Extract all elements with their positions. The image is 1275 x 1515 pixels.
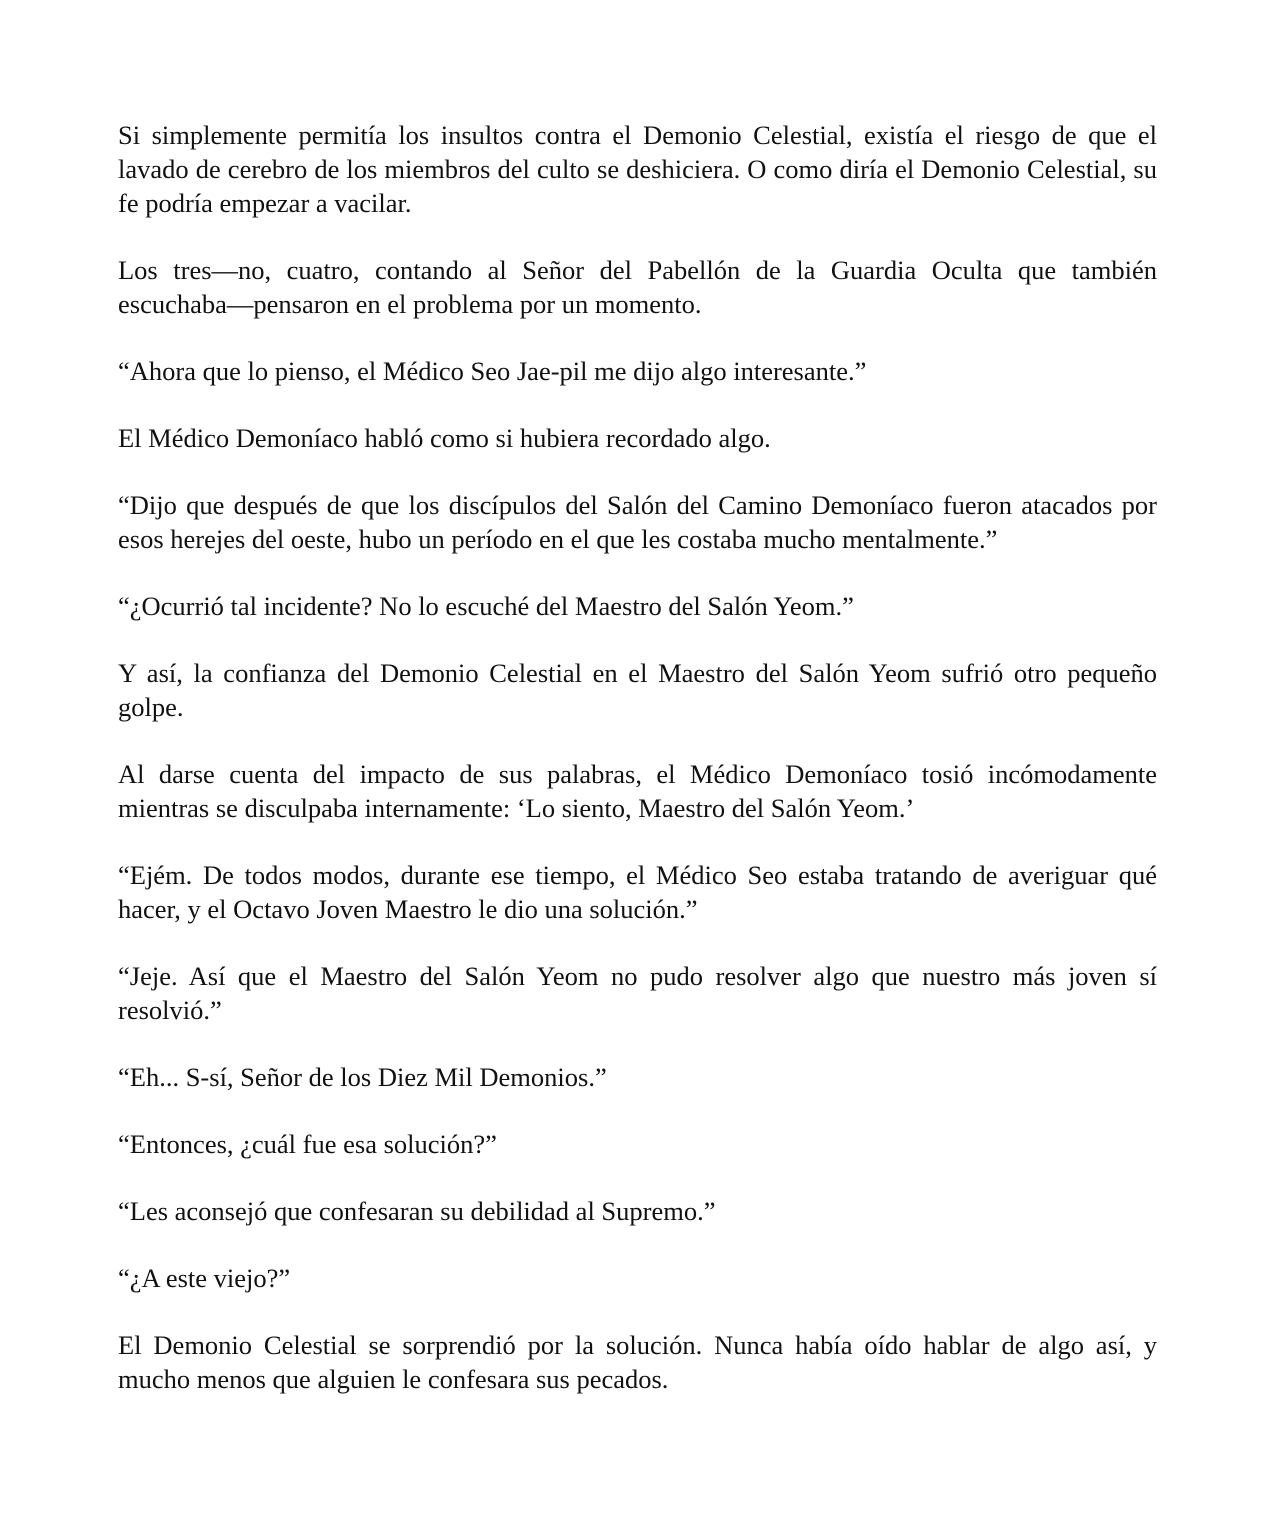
paragraph: “¿Ocurrió tal incidente? No lo escuché del Maestro del Salón Yeom.” [118, 591, 854, 621]
paragraph: “Ahora que lo pienso, el Médico Seo Jae-pil me dijo algo interesante.” [118, 356, 867, 386]
paragraph: “Eh... S-sí, Señor de los Diez Mil Demonios.” [118, 1062, 607, 1092]
paragraph: “Entonces, ¿cuál fue esa solución?” [118, 1129, 497, 1159]
paragraph: Los tres—no, cuatro, contando al Señor del Pabellón de la Guardia Oculta que también escuchaba—pensaron en el problema por un momento. [118, 255, 1157, 319]
paragraph: “Ejém. De todos modos, durante ese tiempo, el Médico Seo estaba tratando de averiguar qué hacer, y el Octavo Joven Maestro le dio una solución.” [118, 860, 1157, 924]
paragraph: Y así, la confianza del Demonio Celestial en el Maestro del Salón Yeom sufrió otro pequeño golpe. [118, 658, 1157, 722]
paragraph: Si simplemente permitía los insultos contra el Demonio Celestial, existía el riesgo de que el lavado de cerebro de los miembros del culto se deshiciera. O como diría el Demonio Celestial, su fe podría empezar a vacilar. [118, 120, 1157, 218]
paragraph: El Demonio Celestial se sorprendió por la solución. Nunca había oído hablar de algo así, y mucho menos que alguien le confesara sus pecados. [118, 1330, 1157, 1394]
paragraph: “¿A este viejo?” [118, 1263, 291, 1293]
paragraph: “Les aconsejó que confesaran su debilidad al Supremo.” [118, 1196, 716, 1226]
document-page [118, 118, 1157, 1429]
paragraph: Al darse cuenta del impacto de sus palabras, el Médico Demoníaco tosió incómodamente mientras se disculpaba internamente: ‘Lo siento, Maestro del Salón Yeom.’ [118, 759, 1157, 823]
paragraph: “Dijo que después de que los discípulos del Salón del Camino Demoníaco fueron atacados por esos herejes del oeste, hubo un período en el que les costaba mucho mentalmente.” [118, 490, 1157, 554]
paragraph: “Jeje. Así que el Maestro del Salón Yeom no pudo resolver algo que nuestro más joven sí resolvió.” [118, 961, 1157, 1025]
paragraph: El Médico Demoníaco habló como si hubiera recordado algo. [118, 423, 771, 453]
